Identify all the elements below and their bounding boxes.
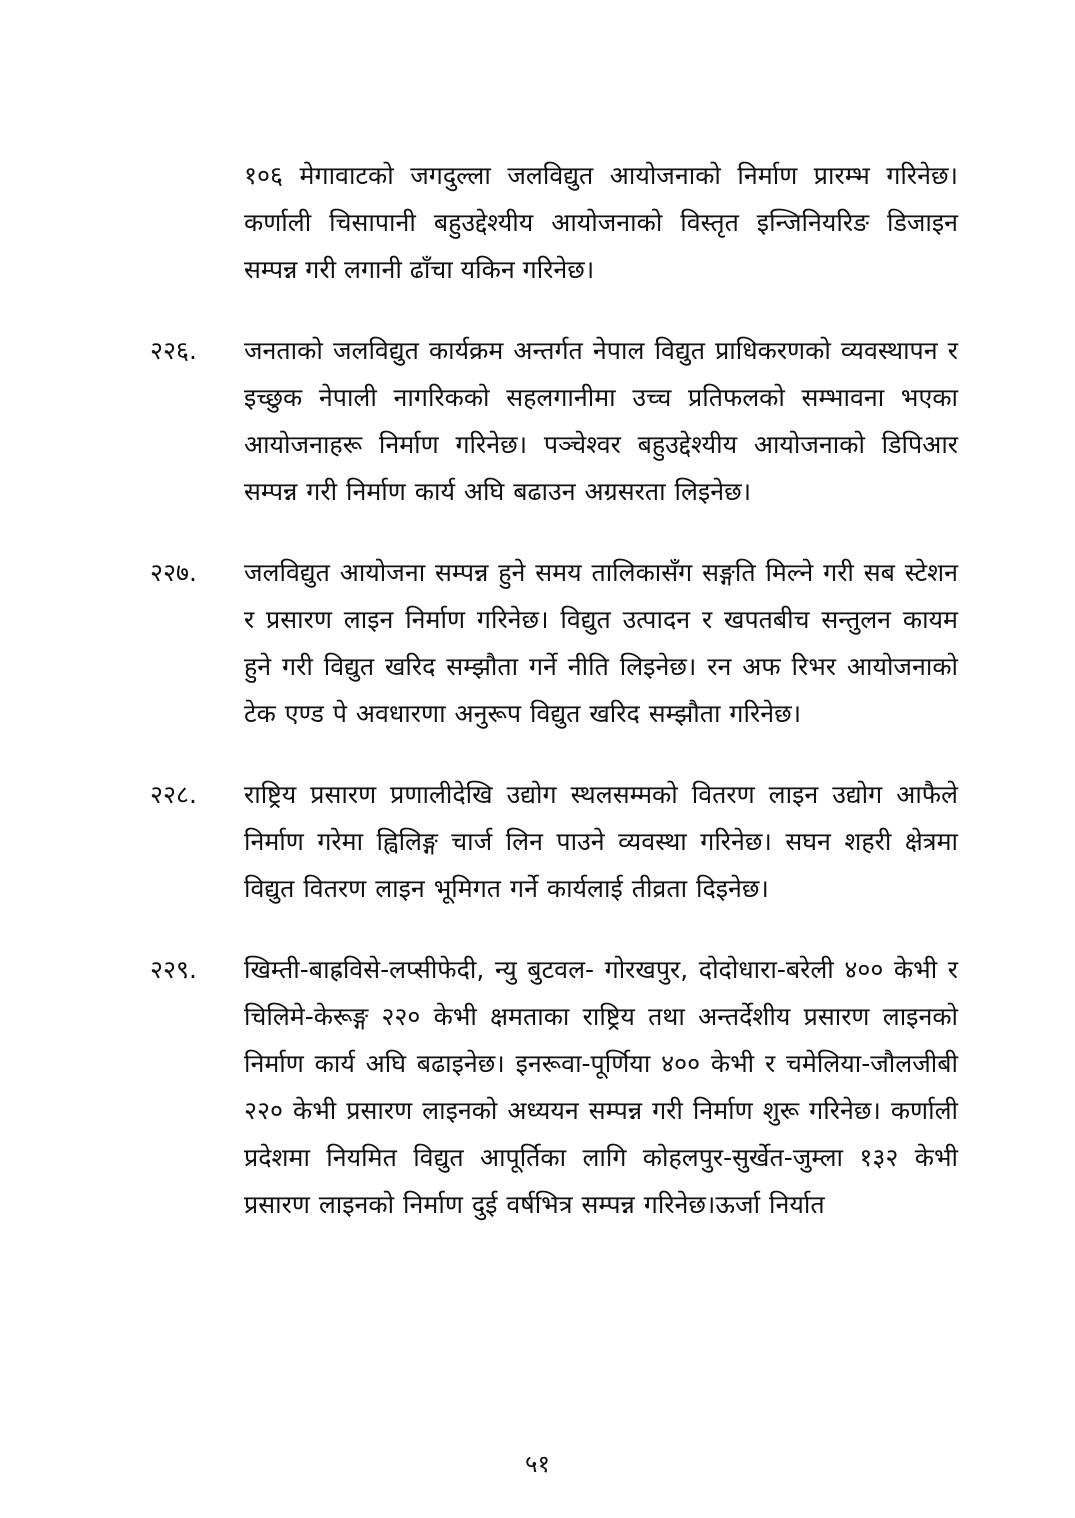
paragraph-number: २२६. <box>150 336 197 365</box>
paragraph-text: खिम्ती-बाह्रविसे-लप्सीफेदी, न्यु बुटवल- गोरखपुर, दोदोधारा-बरेली ४०० केभी र चिलिमे-केरूङ्ग २२० केभी क्षमताका राष्ट्रिय तथा अन्तर्देशीय प्रसारण लाइनको निर्माण कार्य अघि बढाइनेछ। इनरूवा-पूर्णिया ४०० केभी र चमेलिया-जौलजीबी २२० केभी प्रसारण लाइनको अध्ययन सम्पन्न गरी निर्माण शुरू गरिनेछ। कर्णाली प्रदेशमा नियमित विद्युत आपूर्तिका लागि कोहलपुर-सुर्खेत-जुम्ला १३२ केभी प्रसारण लाइनको निर्माण दुई वर्षभित्र सम्पन्न गरिनेछ।ऊर्जा निर्यात <box>244 955 958 1219</box>
paragraph-text: जलविद्युत आयोजना सम्पन्न हुने समय तालिकासँग सङ्गति मिल्ने गरी सब स्टेशन र प्रसारण लाइन निर्माण गरिनेछ। विद्युत उत्पादन र खपतबीच सन्तुलन कायम हुने गरी विद्युत खरिद सम्झौता गर्ने नीति लिइनेछ। रन अफ रिभर आयोजनाको टेक एण्ड पे अवधारणा अनुरूप विद्युत खरिद सम्झौता गरिनेछ। <box>244 558 958 728</box>
paragraph-227 <box>150 549 958 737</box>
paragraph-number: २२८. <box>150 780 197 809</box>
paragraph-number: २२७. <box>150 558 197 587</box>
paragraph-226 <box>150 327 958 515</box>
intro-paragraph: १०६ मेगावाटको जगदुल्ला जलविद्युत आयोजनाको निर्माण प्रारम्भ गरिनेछ। कर्णाली चिसापानी बहुउद्देश्यीय आयोजनाको विस्तृत इन्जिनियरिङ डिजाइन सम्पन्न गरी लगानी ढाँचा यकिन गरिनेछ। <box>244 161 958 284</box>
text-block <box>150 152 958 1262</box>
page-number: ५१ <box>525 1450 550 1478</box>
paragraph-number: २२९. <box>150 955 197 984</box>
paragraph-229 <box>150 946 958 1228</box>
paragraph-text: राष्ट्रिय प्रसारण प्रणालीदेखि उद्योग स्थलसम्मको वितरण लाइन उद्योग आफैले निर्माण गरेमा ह्विलिङ्ग चार्ज लिन पाउने व्यवस्था गरिनेछ। सघन शहरी क्षेत्रमा विद्युत वितरण लाइन भूमिगत गर्ने कार्यलाई तीव्रता दिइनेछ। <box>244 780 958 903</box>
paragraph-text: जनताको जलविद्युत कार्यक्रम अन्तर्गत नेपाल विद्युत प्राधिकरणको व्यवस्थापन र इच्छुक नेपाली नागरिकको सहलगानीमा उच्च प्रतिफलको सम्भावना भएका आयोजनाहरू निर्माण गरिनेछ। पञ्चेश्वर बहुउद्देश्यीय आयोजनाको डिपिआर सम्पन्न गरी निर्माण कार्य अघि बढाउन अग्रसरता लिइनेछ। <box>244 336 958 506</box>
paragraph-228 <box>150 771 958 912</box>
